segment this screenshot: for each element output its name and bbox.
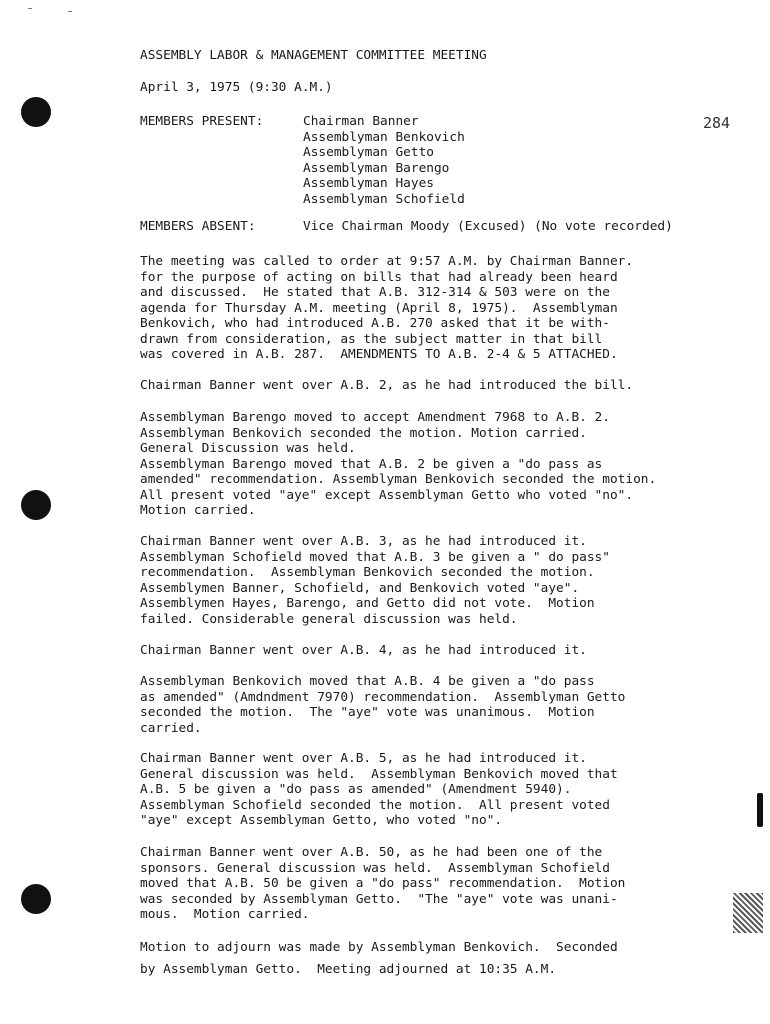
scan-speck — [28, 8, 32, 9]
paragraph-adjourn: Motion to adjourn was made by Assemblyman Benkovich. Seconded by Assemblyman Getto. Meeting adjourned at 10:35 A.M. — [140, 940, 618, 977]
members-absent-label: MEMBERS ABSENT: — [140, 219, 256, 234]
page-number: 284 — [703, 114, 731, 132]
binder-hole — [21, 490, 51, 520]
binder-hole — [21, 97, 51, 127]
members-present-label: MEMBERS PRESENT: — [140, 114, 264, 129]
paragraph-ab3: Chairman Banner went over A.B. 3, as he had introduced it. Assemblyman Schofield moved that A.B. 3 be given a " do pass" recommendation. Assemblyman Benkovich seconded the motion. Assemblymen Banner, Schofield, and Benkovich voted "aye". Assemblymen Hayes, Barengo, and Getto did not vote. Motion failed. Considerable general discussion was held. — [140, 534, 610, 627]
binder-hole — [21, 884, 51, 914]
paragraph-ab2-motions: Assemblyman Barengo moved to accept Amendment 7968 to A.B. 2. Assemblyman Benkovich seconded the motion. Motion carried. General Discussion was held. Assemblyman Barengo moved that A.B. 2 be given a "do pass as amended" recommendation. Assemblyman Benkovich seconded the motion. All present voted "aye" except Assemblyman Getto who voted "no". Motion carried. — [140, 410, 657, 518]
scan-speck — [68, 11, 72, 12]
members-present-list: Chairman Banner Assemblyman Benkovich Assemblyman Getto Assemblyman Barengo Assemblyman Hayes Assemblyman Schofield — [303, 114, 465, 207]
paragraph-opening: The meeting was called to order at 9:57 A.M. by Chairman Banner. for the purpose of acting on bills that had already been heard and discussed. He stated that A.B. 312-314 & 503 were on the agenda for Thursday A.M. meeting (April 8, 1975). Assemblyman Benkovich, who had introduced A.B. 270 asked that it be with- drawn from consideration, as the subject matter in that bill was covered in A.B. 287. AMENDMENTS TO A.B. 2-4 & 5 ATTACHED. — [140, 254, 634, 362]
members-present-section — [140, 114, 465, 207]
paragraph-ab5: Chairman Banner went over A.B. 5, as he had introduced it. General discussion was held. Assemblyman Benkovich moved that A.B. 5 be given a "do pass as amended" (Amendment 5940). Assemblyman Schofield seconded the motion. All present voted "aye" except Assemblyman Getto, who voted "no". — [140, 751, 618, 828]
scan-stamp — [733, 893, 763, 933]
paragraph-ab50: Chairman Banner went over A.B. 50, as he had been one of the sponsors. General discussion was held. Assemblyman Schofield moved that A.B. 50 be given a "do pass" recommendation. Motion was seconded by Assemblyman Getto. "The "aye" vote was unani- mous. Motion carried. — [140, 845, 626, 922]
members-absent-value: Vice Chairman Moody (Excused) (No vote recorded) — [303, 219, 673, 234]
margin-mark — [757, 793, 763, 827]
paragraph-ab2-intro: Chairman Banner went over A.B. 2, as he had introduced the bill. — [140, 378, 634, 393]
meeting-date: April 3, 1975 (9:30 A.M.) — [140, 80, 333, 95]
paragraph-ab4-intro: Chairman Banner went over A.B. 4, as he had introduced it. — [140, 643, 587, 658]
document-title: ASSEMBLY LABOR & MANAGEMENT COMMITTEE MEETING — [140, 48, 487, 63]
paragraph-ab4-motion: Assemblyman Benkovich moved that A.B. 4 be given a "do pass as amended" (Amdndment 7970) recommendation. Assemblyman Getto seconded the motion. The "aye" vote was unanimous. Motion carried. — [140, 674, 626, 736]
